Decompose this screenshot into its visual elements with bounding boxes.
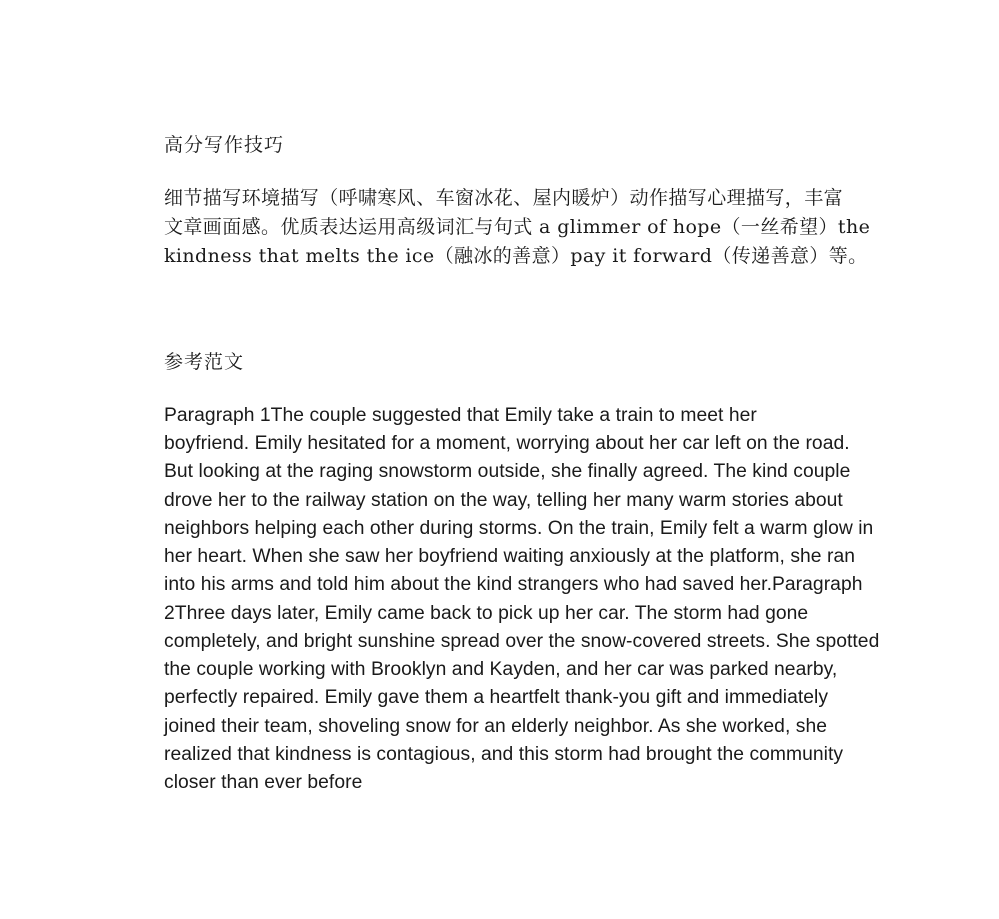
writing-tips-heading: 高分写作技巧 [164, 134, 285, 156]
tips-line: kindness that melts the ice（融冰的善意）pay it forward（传递善意）等。 [164, 245, 868, 267]
essay-line: joined their team, shoveling snow for an elderly neighbor. As she worked, she [164, 716, 828, 737]
essay-line: closer than ever before [164, 772, 363, 793]
essay-line: Paragraph 1The couple suggested that Emily take a train to meet her [164, 405, 757, 426]
essay-line: neighbors helping each other during storms. On the train, Emily felt a warm glow in [164, 518, 874, 539]
essay-line: completely, and bright sunshine spread over the snow-covered streets. She spotted [164, 631, 880, 652]
essay-line: the couple working with Brooklyn and Kayden, and her car was parked nearby, [164, 659, 838, 680]
model-essay-heading: 参考范文 [164, 351, 245, 373]
essay-line: drove her to the railway station on the way, telling her many warm stories about [164, 490, 843, 511]
essay-line: But looking at the raging snowstorm outside, she finally agreed. The kind couple [164, 461, 851, 482]
essay-line: perfectly repaired. Emily gave them a heartfelt thank-you gift and immediately [164, 687, 829, 708]
essay-line: 2Three days later, Emily came back to pick up her car. The storm had gone [164, 603, 809, 624]
essay-line: her heart. When she saw her boyfriend waiting anxiously at the platform, she ran [164, 546, 855, 567]
tips-line: 文章画面感。优质表达运用高级词汇与句式 a glimmer of hope（一丝希望）the [164, 216, 871, 238]
essay-line: into his arms and told him about the kind strangers who had saved her.Paragraph [164, 574, 863, 595]
tips-line: 细节描写环境描写（呼啸寒风、车窗冰花、屋内暖炉）动作描写心理描写，丰富 [164, 187, 844, 209]
essay-line: boyfriend. Emily hesitated for a moment, worrying about her car left on the road. [164, 433, 850, 454]
essay-line: realized that kindness is contagious, and this storm had brought the community [164, 744, 844, 765]
